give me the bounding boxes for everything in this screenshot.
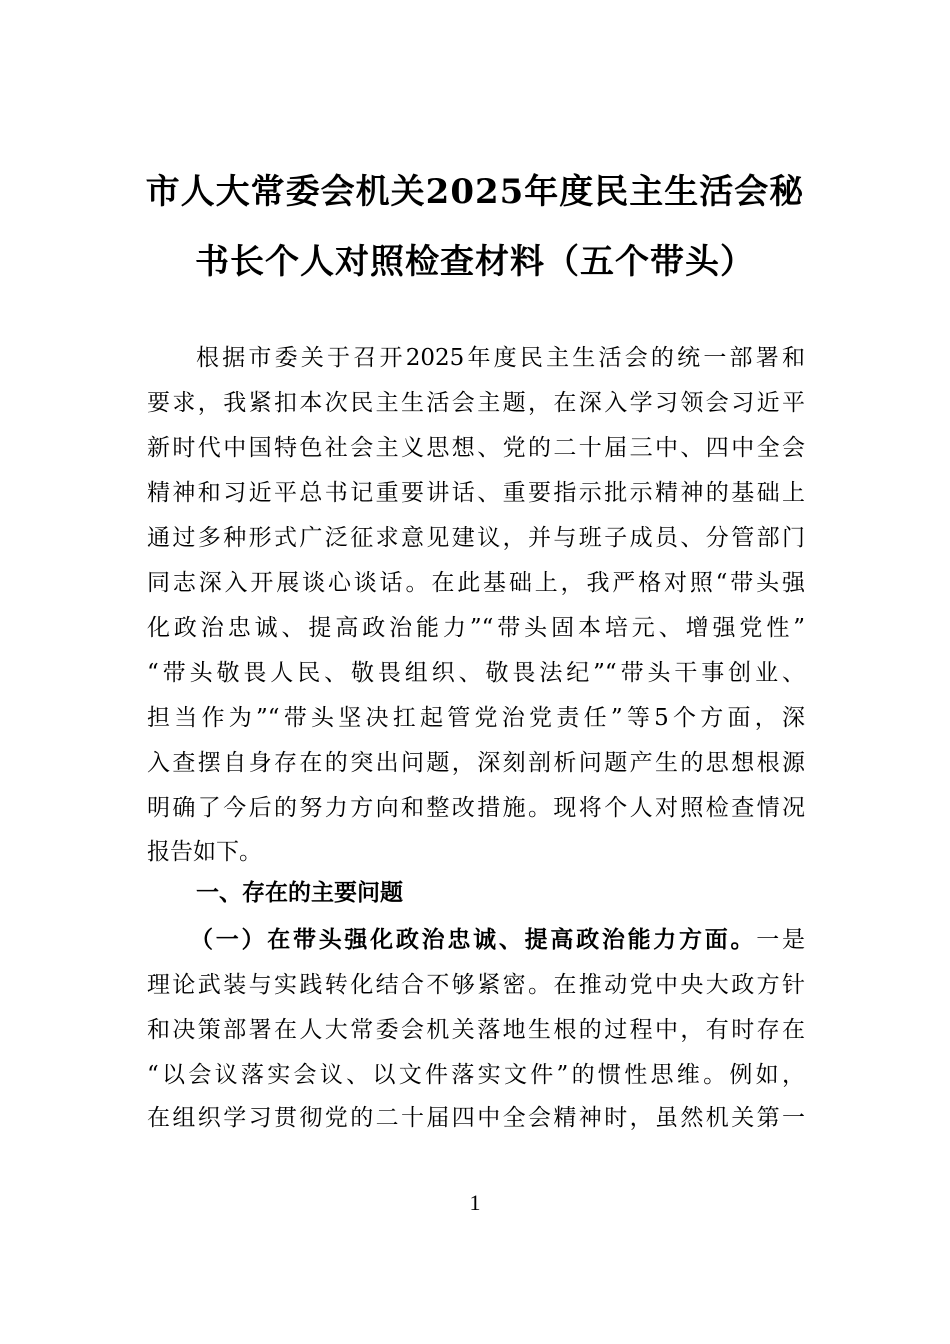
paragraph-line: 根据市委关于召开2025年度民主生活会的统一部署和 (196, 345, 805, 371)
paragraph-line: “带头敬畏人民、敬畏组织、敬畏法纪”“带头干事创业、 (147, 660, 805, 686)
paragraph-line: 同志深入开展谈心谈话。在此基础上，我严格对照“带头强 (147, 570, 805, 596)
paragraph-line: 通过多种形式广泛征求意见建议，并与班子成员、分管部门 (147, 525, 805, 551)
paragraph-line: 理论武装与实践转化结合不够紧密。在推动党中央大政方针 (147, 972, 805, 998)
paragraph-line: 化政治忠诚、提高政治能力”“带头固本培元、增强党性” (147, 615, 805, 641)
paragraph-line: “以会议落实会议、以文件落实文件”的惯性思维。例如， (147, 1062, 805, 1088)
paragraph-line (190, 925, 805, 955)
paragraph-line: 明确了今后的努力方向和整改措施。现将个人对照检查情况 (147, 795, 805, 821)
paragraph-line: 和决策部署在人大常委会机关落地生根的过程中，有时存在 (147, 1017, 805, 1043)
section-heading: 一、存在的主要问题 (196, 880, 403, 906)
subsection-lead: （一）在带头强化政治忠诚、提高政治能力方面。 (190, 926, 757, 953)
document-title-line-1: 市人大常委会机关2025年度民主生活会秘 (145, 172, 805, 212)
paragraph-line: 报告如下。 (147, 839, 262, 865)
paragraph-line: 入查摆自身存在的突出问题，深刻剖析问题产生的思想根源 (147, 750, 805, 776)
paragraph-text: 一是 (756, 927, 806, 953)
paragraph-line: 要求，我紧扣本次民主生活会主题，在深入学习领会习近平 (147, 390, 805, 416)
paragraph-line: 精神和习近平总书记重要讲话、重要指示批示精神的基础上 (147, 480, 805, 506)
paragraph-line: 担当作为”“带头坚决扛起管党治党责任”等5个方面，深 (147, 705, 805, 731)
paragraph-line: 新时代中国特色社会主义思想、党的二十届三中、四中全会 (147, 435, 805, 461)
page-number: 1 (469, 1190, 481, 1215)
document-title-line-2: 书长个人对照检查材料（五个带头） (195, 242, 755, 282)
paragraph-line: 在组织学习贯彻党的二十届四中全会精神时，虽然机关第一 (147, 1105, 805, 1131)
